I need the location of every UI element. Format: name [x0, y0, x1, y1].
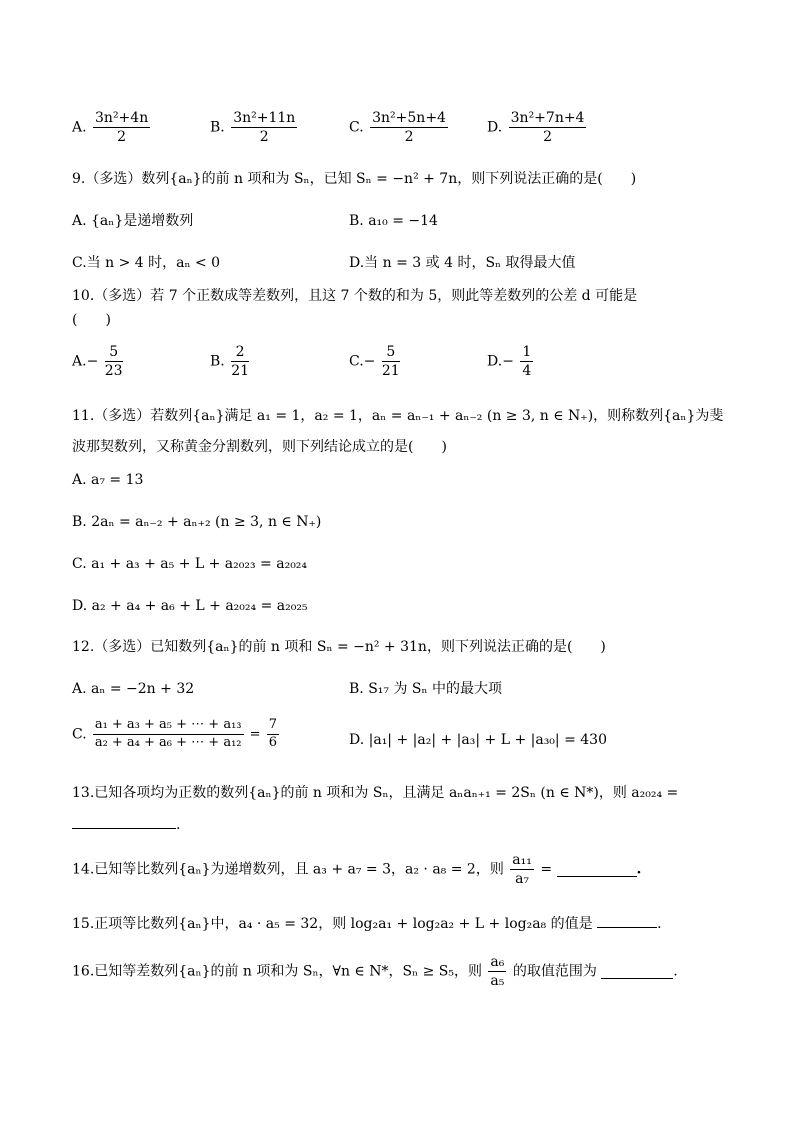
q13-answer-blank[interactable]: . [72, 814, 180, 832]
q10-option-a-fraction [105, 344, 123, 379]
q8-option-b-fraction [231, 110, 297, 145]
q10-option-a-label: A. [72, 353, 87, 370]
q8-option-a-fraction [93, 110, 150, 145]
q16-line: 16.已知等差数列{aₙ}的前 n 项和为 Sₙ，∀n ∈ N*，Sₙ ≥ S₅，则 $\frac{\text{a₆}}{\text{a₅}}$ 的取值范围为 . [72, 954, 678, 990]
q12-option-c-label: C. [72, 726, 87, 743]
q10-option-c-denominator: 21 [381, 363, 400, 380]
q8-option-b-numerator: 3n²+11n [231, 110, 297, 128]
q16-denominator: a₅ [490, 973, 505, 990]
q10-option-d [487, 344, 535, 379]
q12-option-c-ratio [267, 718, 279, 751]
q16-fraction [488, 954, 506, 989]
q10-option-d-label: D. [487, 353, 503, 370]
q10-option-c [349, 344, 402, 379]
q16-answer-blank[interactable] [601, 964, 673, 979]
q12-option-c-fraction [93, 718, 244, 751]
q16-stem: 16.已知等差数列{aₙ}的前 n 项和为 Sₙ，∀n ∈ N*，Sₙ ≥ S₅，则 [72, 963, 482, 980]
q14-answer-blank[interactable] [557, 862, 637, 877]
q10-option-c-fraction [382, 344, 400, 379]
q12-option-c-ratio-denominator: 6 [268, 734, 277, 750]
q8-option-c-numerator: 3n²+5n+4 [370, 110, 448, 128]
q10-option-b-label: B. [210, 353, 225, 370]
q8-option-d-fraction [509, 110, 587, 145]
q8-option-c-label: C. [349, 119, 364, 136]
q10-stem-line1: 10.（多选）若 7 个正数成等差数列，且这 7 个数的和为 5，则此等差数列的公差 d 可能是 [72, 288, 638, 304]
q8-option-d-denominator: 2 [543, 129, 553, 146]
q10-option-c-numerator: 5 [382, 344, 400, 362]
q10-option-b-denominator: 21 [231, 363, 250, 380]
q10-stem-line2: ( ) [72, 312, 111, 328]
q11-option-b: B. 2aₙ = aₙ₋₂ + aₙ₊₂ (n ≥ 3, n ∈ N₊) [72, 514, 322, 530]
q8-option-c-denominator: 2 [404, 129, 414, 146]
q12-option-c-numerator: a₁ + a₃ + a₅ + ⋯ + a₁₃ [93, 718, 244, 735]
q12-option-c [72, 718, 281, 751]
q14-line: 14.已知等比数列{aₙ}为递增数列，且 a₃ + a₇ = 3，a₂ · a₈ = 2，则 $\frac{\text{a₁₁}}{\text{a₇}}$ = . [72, 852, 642, 888]
q9-option-a: A. {aₙ}是递增数列 [72, 213, 194, 229]
q8-option-b-denominator: 2 [259, 129, 269, 146]
q12-option-a: A. aₙ = −2n + 32 [72, 681, 195, 697]
q9-option-b: B. a₁₀ = −14 [349, 213, 438, 229]
q12-option-c-denominator: a₂ + a₄ + a₆ + ⋯ + a₁₂ [94, 734, 242, 750]
q10-option-a-denominator: 23 [104, 363, 123, 380]
q8-option-b [210, 110, 299, 145]
q8-option-d [487, 110, 588, 145]
q13-stem: 13.已知各项均为正数的数列{aₙ}的前 n 项和为 Sₙ，且满足 aₙaₙ₊₁ = 2Sₙ (n ∈ N*)，则 a₂₀₂₄ = [72, 785, 679, 801]
q8-option-d-label: D. [487, 119, 503, 136]
q14-numerator: a₁₁ [510, 852, 534, 870]
q10-option-a-sign: − [86, 353, 99, 370]
q12-stem: 12.（多选）已知数列{aₙ}的前 n 项和 Sₙ = −n² + 31n，则下列说法正确的是( ) [72, 639, 606, 655]
q9-option-d: D.当 n = 3 或 4 时，Sₙ 取得最大值 [349, 255, 576, 271]
q8-option-b-label: B. [210, 119, 225, 136]
q12-option-c-equals: = [249, 726, 261, 742]
q11-option-c: C. a₁ + a₃ + a₅ + L + a₂₀₂₃ = a₂₀₂₄ [72, 556, 308, 572]
q11-stem-line1: 11.（多选）若数列{aₙ}满足 a₁ = 1，a₂ = 1，aₙ = aₙ₋₁ + aₙ₋₂ (n ≥ 3, n ∈ N₊)，则称数列{aₙ}为斐 [72, 408, 724, 424]
q16-numerator: a₆ [488, 954, 506, 972]
q11-stem-line2: 波那契数列，又称黄金分割数列，则下列结论成立的是( ) [72, 439, 447, 455]
q10-option-c-sign: − [363, 353, 376, 370]
q10-option-d-numerator: 1 [520, 344, 533, 362]
q10-option-d-sign: − [502, 353, 514, 370]
q14-fraction [510, 852, 534, 887]
q10-option-d-denominator: 4 [522, 363, 532, 380]
q10-option-a-numerator: 5 [105, 344, 123, 362]
q8-option-a-label: A. [72, 119, 87, 136]
q8-option-c-fraction [370, 110, 448, 145]
q8-option-a-denominator: 2 [117, 129, 127, 146]
q8-option-d-numerator: 3n²+7n+4 [509, 110, 587, 128]
q8-option-a [72, 110, 152, 145]
q12-option-c-ratio-numerator: 7 [267, 718, 279, 735]
q9-stem: 9.（多选）数列{aₙ}的前 n 项和为 Sₙ，已知 Sₙ = −n² + 7n，则下列说法正确的是( ) [72, 171, 637, 187]
q11-option-d: D. a₂ + a₄ + a₆ + L + a₂₀₂₄ = a₂₀₂₅ [72, 598, 308, 614]
q15-stem: 15.正项等比数列{aₙ}中，a₄ · a₅ = 32，则 log₂a₁ + log₂a₂ + L + log₂a₈ 的值是 [72, 916, 593, 932]
q14-equals: = [540, 861, 553, 878]
q10-option-c-label: C. [349, 353, 364, 370]
q8-option-c [349, 110, 450, 145]
q10-option-b [210, 344, 251, 379]
q12-option-d: D. |a₁| + |a₂| + |a₃| + L + |a₃₀| = 430 [349, 732, 607, 748]
q15-line: 15.正项等比数列{aₙ}中，a₄ · a₅ = 32，则 log₂a₁ + log₂a₂ + L + log₂a₈ 的值是 . [72, 913, 662, 931]
q10-option-a [72, 344, 125, 379]
q14-stem: 14.已知等比数列{aₙ}为递增数列，且 a₃ + a₇ = 3，a₂ · a₈ = 2，则 [72, 861, 504, 878]
q10-option-d-fraction [520, 344, 533, 379]
q8-option-a-numerator: 3n²+4n [93, 110, 150, 128]
q11-option-a: A. a₇ = 13 [72, 472, 144, 488]
q12-option-b: B. S₁₇ 为 Sₙ 中的最大项 [349, 681, 503, 697]
q15-answer-blank[interactable] [597, 913, 657, 928]
q14-denominator: a₇ [515, 871, 530, 888]
q9-option-c: C.当 n > 4 时，aₙ < 0 [72, 255, 221, 271]
q10-option-b-numerator: 2 [231, 344, 249, 362]
q16-suffix: 的取值范围为 [512, 963, 597, 980]
q10-option-b-fraction [231, 344, 249, 379]
